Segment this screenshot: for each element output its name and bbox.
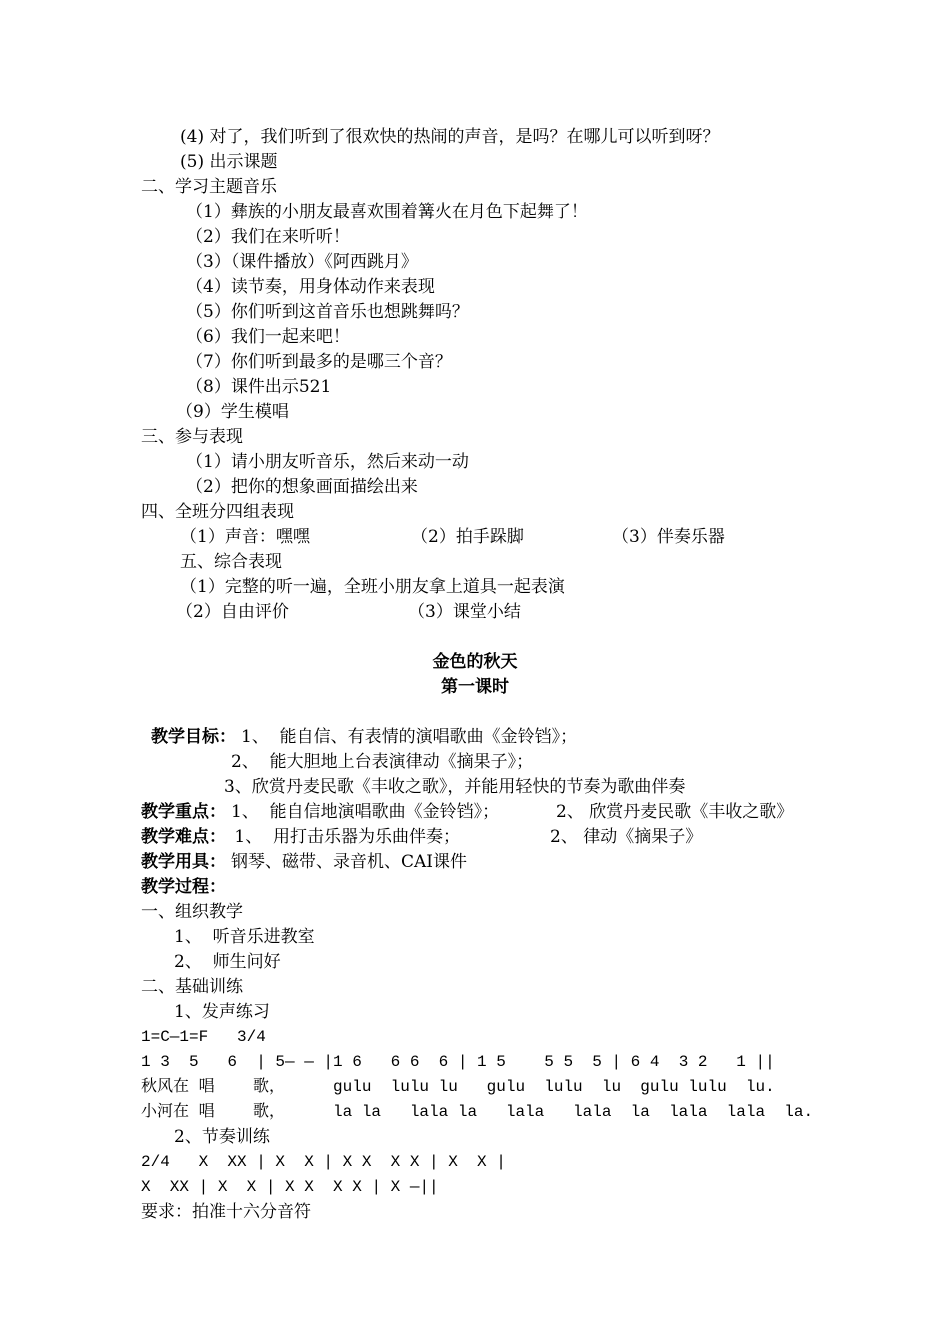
s4-item-1: （1）声音：嘿嘿	[180, 527, 310, 547]
s2-item-5: （5）你们听到这首音乐也想跳舞吗？	[186, 302, 469, 322]
lyrics-line-2: 小河在 唱 歌， la la lala la lala lala la lala lala la.	[141, 1103, 814, 1121]
s4-item-2: （2）拍手跺脚	[411, 527, 524, 547]
difficulties-label: 教学难点：	[141, 827, 226, 847]
difficulty-2: 2、 律动《摘果子》	[550, 827, 703, 847]
rhythm-training-heading: 2、节奏训练	[174, 1127, 270, 1147]
goal-3: 3、欣赏丹麦民歌《丰收之歌》，并能用轻快的节奏为歌曲伴奏	[224, 777, 686, 797]
process-step-2-heading: 二、基础训练	[141, 977, 243, 997]
process-step-1b: 2、 师生问好	[174, 952, 281, 972]
goals-label: 教学目标：	[151, 727, 236, 747]
s2-item-7: （7）你们听到最多的是哪三个音？	[186, 352, 452, 372]
notation-line: 1 3 5 6 | 5— — |1 6 6 6 6 | 1 5 5 5 5 | 6 4 3 2 1 ||	[141, 1053, 775, 1071]
step-5-text: (5) 出示课题	[180, 152, 278, 172]
process-label: 教学过程：	[141, 877, 226, 897]
s3-item-2: （2）把你的想象画面描绘出来	[186, 477, 418, 497]
rhythm-line-2: X XX | X X | X X X X | X —||	[141, 1178, 439, 1196]
key-points-label: 教学重点：	[141, 802, 226, 822]
key-point-1: 1、 能自信地演唱歌曲《金铃铛》；	[231, 802, 500, 822]
s2-item-9: （9）学生模唱	[176, 402, 289, 422]
goal-1: 1、 能自信、有表情的演唱歌曲《金铃铛》；	[241, 727, 578, 747]
section-4-heading: 四、全班分四组表现	[141, 502, 294, 522]
s2-item-8: （8）课件出示521	[186, 377, 332, 397]
process-step-1-heading: 一、组织教学	[141, 902, 243, 922]
s5-item-3: （3）课堂小结	[408, 602, 521, 622]
difficulty-1: 1、 用打击乐器为乐曲伴奏；	[229, 827, 461, 847]
rhythm-line-1: 2/4 X XX | X X | X X X X | X X |	[141, 1153, 506, 1171]
s5-item-1: （1）完整的听一遍，全班小朋友拿上道具一起表演	[180, 577, 565, 597]
section-3-heading: 三、参与表现	[141, 427, 243, 447]
s2-item-1: （1）彝族的小朋友最喜欢围着篝火在月色下起舞了！	[186, 202, 588, 222]
key-point-2: 2、 欣赏丹麦民歌《丰收之歌》	[556, 802, 794, 822]
s2-item-3: （3）（课件播放）《阿西跳月》	[186, 252, 418, 272]
s2-item-6: （6）我们一起来吧！	[186, 327, 350, 347]
lesson-title: 金色的秋天	[432, 652, 518, 672]
step-4-text: (4) 对了，我们听到了很欢快的热闹的声音，是吗？在哪儿可以听到呀？	[180, 127, 720, 147]
s2-item-2: （2）我们在来听听！	[186, 227, 350, 247]
lyrics-line-1: 秋风在 唱 歌， gulu lulu lu gulu lulu lu gulu lulu lu.	[141, 1078, 775, 1096]
vocal-exercise-heading: 1、发声练习	[174, 1002, 270, 1022]
s2-item-4: （4）读节奏，用身体动作来表现	[186, 277, 435, 297]
lesson-subtitle: 第一课时	[441, 677, 509, 697]
requirement-text: 要求：拍准十六分音符	[141, 1202, 311, 1222]
tools-text: 钢琴、磁带、录音机、CAI课件	[231, 852, 467, 872]
s3-item-1: （1）请小朋友听音乐，然后来动一动	[186, 452, 469, 472]
process-step-1a: 1、 听音乐进教室	[174, 927, 315, 947]
s4-item-3: （3）伴奏乐器	[612, 527, 725, 547]
tools-label: 教学用具：	[141, 852, 226, 872]
section-2-heading: 二、学习主题音乐	[141, 177, 277, 197]
goal-2: 2、 能大胆地上台表演律动《摘果子》；	[231, 752, 534, 772]
section-5-heading: 五、综合表现	[180, 552, 282, 572]
key-signature: 1=C—1=F 3/4	[141, 1028, 266, 1046]
s5-item-2: （2）自由评价	[176, 602, 289, 622]
